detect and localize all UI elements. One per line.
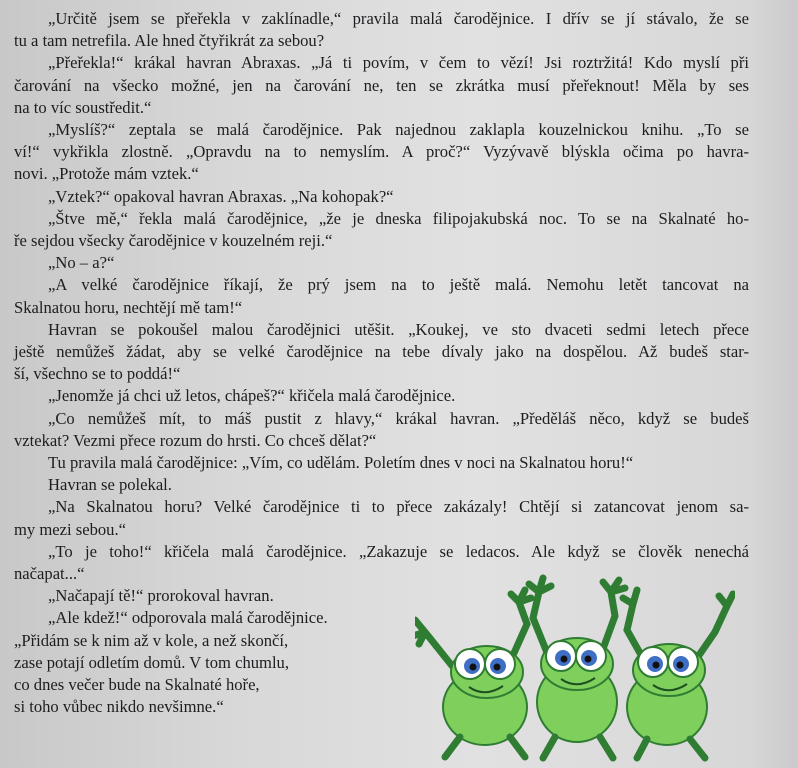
text-line: „Vztek?“ opakoval havran Abraxas. „Na kohopak?“ <box>48 186 394 206</box>
paragraph <box>14 8 749 30</box>
frog-illustration-icon <box>415 572 735 762</box>
text-line: vztekat? Vezmi přece rozum do hrsti. Co chceš dělat?“ <box>14 430 377 450</box>
text-line: „To je toho!“ křičela malá čarodějnice. „Zakazuje se ledacos. Ale když se člověk nenechá <box>48 541 749 561</box>
text-line: na to víc soustředit.“ <box>14 97 152 117</box>
text-line: Havran se pokoušel malou čarodějnici utěšit. „Koukej, ve sto dvaceti sedmi letech přece <box>48 319 749 339</box>
text-line: „Co nemůžeš mít, to máš pustit z hlavy,“ krákal havran. „Předěláš něco, když se budeš <box>48 408 749 428</box>
text-line: my mezi sebou.“ <box>14 519 126 539</box>
text-line: novi. „Protože mám vztek.“ <box>14 164 199 184</box>
text-line: ře sejdou všecky čarodějnice v kouzelném reji.“ <box>14 231 333 251</box>
text-line: „A velké čarodějnice říkají, že prý jsem na to ještě malá. Nemohu letět tancovat na <box>48 275 749 295</box>
text-line: „Přeřekla!“ krákal havran Abraxas. „Já ti povím, v čem to vězí! Jsi roztržitá! Kdo myslí při <box>48 53 749 73</box>
text-line: „Myslíš?“ zeptala se malá čarodějnice. Pak najednou zaklapla kouzelnickou knihu. „To se <box>48 120 749 140</box>
text-line: Skalnatou horu, nechtějí mě tam!“ <box>14 297 243 317</box>
frog-middle <box>529 578 625 758</box>
text-line: zase potají odletím domů. V tom chumlu, <box>14 652 289 672</box>
text-line: načapat...“ <box>14 564 85 584</box>
text-line: „Přidám se k nim až v kole, a než skončí, <box>14 630 289 650</box>
text-line: „Ale kdež!“ odporovala malá čarodějnice. <box>48 608 328 628</box>
text-line: „Štve mě,“ řekla malá čarodějnice, „že je dneska filipojakubská noc. To se na Skalnaté ho- <box>48 208 749 228</box>
frog-left <box>415 590 531 757</box>
text-line: tu a tam netrefila. Ale hned čtyřikrát za sebou? <box>14 31 325 51</box>
page-shadow <box>750 0 798 768</box>
text-line: „Určitě jsem se přeřekla v zaklínadle,“ pravila malá čarodějnice. I dřív se jí stávalo, že se <box>48 9 749 28</box>
text-line: „Jenomže já chci už letos, chápeš?“ křičela malá čarodějnice. <box>48 386 456 406</box>
text-line: „Načapají tě!“ prorokoval havran. <box>48 586 274 606</box>
text-line: ještě nemůžeš žádat, aby se velké čarodějnice na tebe dívaly jako na dospělou. Až budeš star- <box>14 342 749 362</box>
text-line: Tu pravila malá čarodějnice: „Vím, co udělám. Poletím dnes v noci na Skalnatou horu!“ <box>48 453 634 473</box>
text-line: čarování na všecko možné, jen na čarování ne, ten se zkrátka musí přeřeknout! Měla by ses <box>14 75 749 95</box>
text-line: ví!“ vykřikla zlostně. „Opravdu na to nemyslím. A proč?“ Vyzývavě blýskla očima po havra- <box>14 142 749 162</box>
text-line: ší, všechno se to poddá!“ <box>14 364 181 384</box>
text-line: „No – a?“ <box>48 253 115 273</box>
text-line: si toho vůbec nikdo nevšimne.“ <box>14 697 224 717</box>
frog-right <box>623 590 733 758</box>
text-line: Havran se polekal. <box>48 475 172 495</box>
text-line: co dnes večer bude na Skalnaté hoře, <box>14 675 260 695</box>
text-line: „Na Skalnatou horu? Velké čarodějnice ti to přece zakázaly! Chtějí si zatancovat jenom sa- <box>48 497 749 517</box>
